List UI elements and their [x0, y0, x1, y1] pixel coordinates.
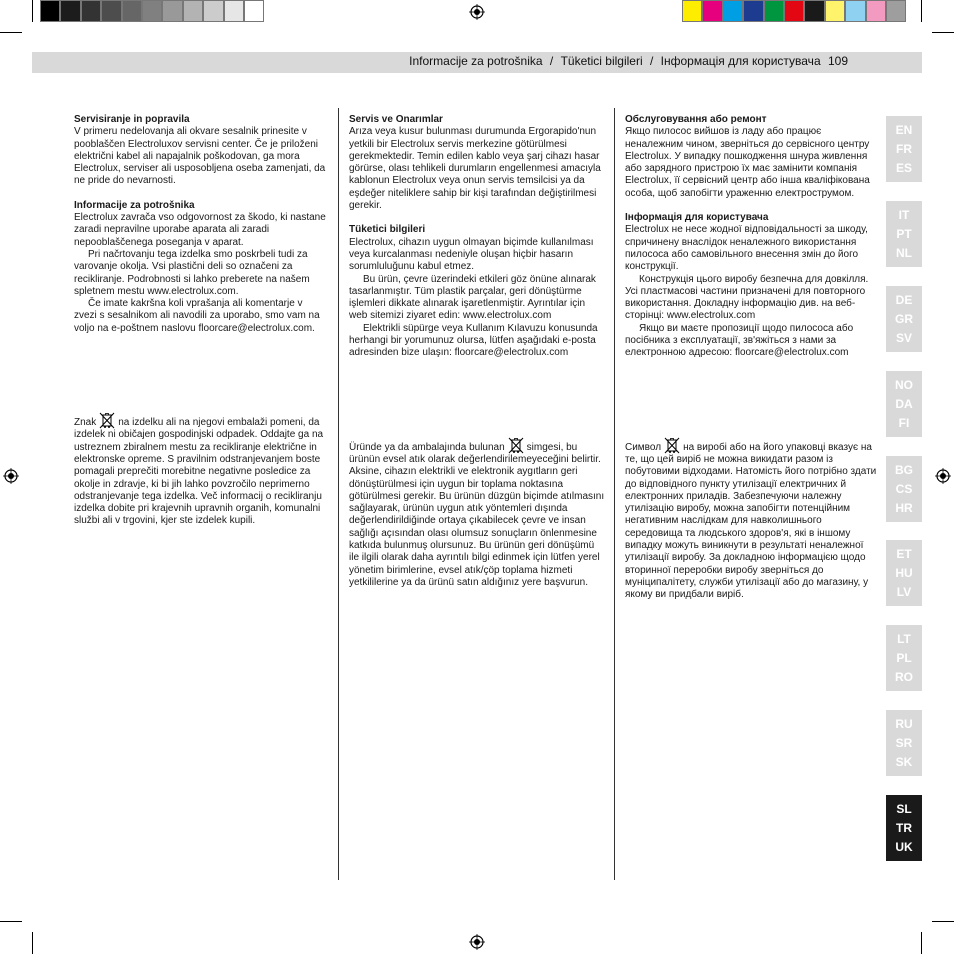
- info-text: Electrolux zavrača vso odgovornost za škodo, ki nastane zaradi nepravilne uporabe aparata ali zaradi nepooblaščenega poseganja v aparat.: [74, 212, 326, 248]
- language-code: RO: [895, 670, 913, 685]
- language-code: HR: [895, 501, 913, 516]
- color-swatch: [784, 0, 804, 22]
- service-heading: Servis ve Onarımlar: [349, 114, 443, 125]
- language-code: PT: [896, 226, 912, 241]
- crossed-out-wheelie-bin-icon: [507, 436, 525, 454]
- page-header: [32, 52, 922, 73]
- weee-paragraph: [625, 436, 881, 602]
- grayscale-calibration-bar: [40, 0, 264, 22]
- color-swatch: [764, 0, 784, 22]
- header-title: [407, 54, 850, 68]
- gray-swatch: [244, 0, 264, 22]
- language-code: FR: [896, 141, 912, 156]
- crop-mark: [32, 0, 33, 22]
- column-ukrainian: [625, 114, 881, 602]
- gray-swatch: [122, 0, 142, 22]
- language-code: SR: [895, 735, 913, 750]
- service-text: V primeru nedelovanja ali okvare sesalnik prinesite v pooblaščen Electroluxov servisni center. Če je priloženi električni kabel ali napajalnik poškodovan, ga mora Electrolux, serviser ali usposobljena oseba zamenjati, da ne pride do nevarnosti.: [74, 126, 326, 187]
- language-tab[interactable]: [886, 795, 922, 861]
- language-code: RU: [895, 716, 913, 731]
- language-tab[interactable]: [886, 116, 922, 182]
- gray-swatch: [101, 0, 121, 22]
- crop-mark: [32, 932, 33, 954]
- color-swatch: [866, 0, 886, 22]
- weee-text-pre: Znak: [74, 417, 97, 429]
- service-text: Arıza veya kusur bulunması durumunda Ergorapido'nun yetkili bir Electrolux servis merkezine götürülmesi gerekmektedir. Temin edilen kablo veya şarj cihazı hasar görürse, olası tehlikeli durumların engellenmesi amacıyla kablonun Electrolux veya onun servis temsilcisi ya da eşdeğer niteliklere sahip bir kişi tarafından değiştirilmesi gerekir.: [349, 126, 601, 212]
- language-code: LV: [896, 585, 912, 600]
- language-code: DE: [895, 292, 913, 307]
- language-tab[interactable]: [886, 540, 922, 606]
- header-separator: /: [649, 54, 654, 68]
- registration-mark-icon: [469, 934, 485, 950]
- language-code: SL: [896, 801, 912, 816]
- weee-text-post: simgesi, bu ürünün evsel atık olarak değerlendirilemeyeceğini belirtir. Aksine, cihazın elektrikli ve elektronik aygıtların geri dönüştürülmesi için uygun bir toplama noktasına götürülmesi gerekir. Bu ürünün düzgün biçimde atılmasını sağlayarak, ürünün uygun atık yöntemleri dışında değerlendirildiğinde ortaya çıkabilecek çevre ve insan sağlığı açısından olası olumsuz sonuçların önlenmesine katkıda bulunmuş olursunuz. Bu ürünün geri dönüşümü ile ilgili olarak daha ayrıntılı bilgi edinmek için lütfen yerel yönetim birimlerine, evsel atık/çöp toplama hizmeti yetkililerine ya da ürünü satın aldığınız yere başvurun.: [349, 441, 605, 588]
- language-code: EN: [895, 122, 913, 137]
- gray-swatch: [40, 0, 60, 22]
- service-text: Якщо пилосос вийшов із ладу або працює неналежним чином, зверніться до сервісного центру Electrolux. У випадку пошкодження шнура живлення або зарядного пристрою їх має замінити компанія Electrolux, її сервісний центр або інша кваліфікована особа, щоб запобігти ураженню електрострумом.: [625, 126, 870, 199]
- crop-mark: [0, 32, 22, 33]
- column-divider: [338, 108, 339, 880]
- gray-swatch: [60, 0, 80, 22]
- language-tab[interactable]: [886, 371, 922, 437]
- page-number: 109: [827, 54, 848, 68]
- color-swatch: [886, 0, 906, 22]
- info-text: Electrolux не несе жодної відповідальності за шкоду, спричинену внаслідок неналежного використання пилососа або самовільного внесення змін до його конструкції.: [625, 224, 868, 273]
- gray-swatch: [81, 0, 101, 22]
- header-separator: /: [549, 54, 554, 68]
- registration-mark-icon: [935, 468, 951, 484]
- color-calibration-bar: [682, 0, 906, 22]
- crop-mark: [921, 0, 922, 22]
- gray-swatch: [224, 0, 244, 22]
- registration-mark-icon: [469, 4, 485, 20]
- info-text: Če imate kakršna koli vprašanja ali komentarje v zvezi s sesalnikom ali navodili za uporabo, smo vam na voljo na e-poštnem naslovu floorcare@electrolux.com.: [74, 298, 320, 334]
- color-swatch: [723, 0, 743, 22]
- gray-swatch: [183, 0, 203, 22]
- language-code: PL: [896, 650, 912, 665]
- color-swatch: [825, 0, 845, 22]
- language-code: CS: [895, 481, 913, 496]
- info-heading: Informacije za potrošnika: [74, 199, 195, 211]
- gray-swatch: [203, 0, 223, 22]
- language-code: HU: [895, 565, 913, 580]
- header-title-sl: Informacije za potrošnika: [409, 54, 543, 68]
- info-heading: Tüketici bilgileri: [349, 224, 426, 236]
- info-text: Конструкція цього виробу безпечна для довкілля. Усі пластмасові частини призначені для повторного використання. Докладну інформацію див. на веб-сторінці: www.electrolux.com: [625, 273, 869, 322]
- crossed-out-wheelie-bin-icon: [98, 411, 116, 429]
- crossed-out-wheelie-bin-icon: [663, 436, 681, 454]
- language-code: ET: [896, 546, 912, 561]
- info-text: Elektrikli süpürge veya Kullanım Kılavuzu konusunda herhangi bir yorumunuz olursa, lütfen aşağıdaki e-posta adresinden bize ulaşın: floorcare@electrolux.com: [349, 322, 598, 359]
- crop-mark: [921, 932, 922, 954]
- language-code: TR: [896, 820, 912, 835]
- column-turkish: [349, 114, 605, 589]
- weee-paragraph: [74, 411, 328, 528]
- language-code: DA: [895, 396, 913, 411]
- weee-text-pre: Символ: [625, 441, 662, 453]
- language-code: BG: [895, 462, 913, 477]
- language-tab[interactable]: [886, 456, 922, 522]
- color-swatch: [845, 0, 865, 22]
- crop-mark: [932, 921, 954, 922]
- info-text: Electrolux, cihazın uygun olmayan biçimde kullanılması veya kurcalanması nedeniyle oluşan hiçbir hasarın sorumluluğunu kabul etmez.: [349, 236, 594, 273]
- language-code: FI: [898, 416, 910, 431]
- weee-text-post: na izdelku ali na njegovi embalaži pomeni, da izdelek ni običajen gospodinjski odpadek. Oddajte ga na ustreznem zbiralnem mestu za recikliranje električne in elektronske opreme. S pravilnim odstranjevanjem boste pomagali preprečiti morebitne negativne posledice za okolje in zdravje, ki bi jih lahko povzročilo neprimerno odstranjevanje tega izdelka. Več informacij o recikliranju izdelka dobite pri krajevnih upravnih organih, komunalni službi ali v trgovini, kjer ste izdelek kupili.: [74, 417, 324, 527]
- gray-swatch: [162, 0, 182, 22]
- info-heading: Інформація для користувача: [625, 212, 769, 224]
- color-swatch: [743, 0, 763, 22]
- header-title-uk: Інформація для користувача: [660, 54, 821, 68]
- column-divider: [614, 108, 615, 880]
- gray-swatch: [142, 0, 162, 22]
- service-heading: Обслуговування або ремонт: [625, 114, 767, 125]
- color-swatch: [702, 0, 722, 22]
- language-code: NO: [895, 377, 913, 392]
- column-slovenian: [74, 114, 328, 528]
- language-code: SK: [895, 755, 913, 770]
- language-code: SV: [895, 331, 912, 346]
- weee-text-post: на виробі або на його упаковці вказує на те, що цей виріб не можна викидати разом із побутовими відходами. Натомість його потрібно здати до відповідного пункту утилізації електричних й електронних приладів. Забезпечуючи належну утилізацію виробу, можна запобігти потенційним негативним наслідкам для навколишнього середовища та людського здоров'я, які в іншому випадку можуть виникнути в результаті неналежної утилізації виробу. За докладною інформацією щодо вторинної переробки виробу зверніться до муніципалітету, служби утилізації або до магазину, у якому ви придбали виріб.: [625, 441, 877, 601]
- header-title-tr: Tüketici bilgileri: [560, 54, 643, 68]
- registration-mark-icon: [3, 468, 19, 484]
- language-code: UK: [895, 840, 913, 855]
- language-code: NL: [896, 246, 912, 261]
- info-text: Якщо ви маєте пропозиції щодо пилососа або посібника з експлуатації, зв'яжіться з нами за електронною адресою: floorcare@electrolux.com: [625, 322, 854, 359]
- language-tab[interactable]: [886, 201, 922, 267]
- language-code: LT: [897, 631, 911, 646]
- language-tab[interactable]: [886, 625, 922, 691]
- color-swatch: [804, 0, 824, 22]
- info-text: Bu ürün, çevre üzerindeki etkileri göz önüne alınarak tasarlanmıştır. Tüm plastik parçalar, geri dönüştürme işlemleri dikkate alınarak işaretlenmiştir. Ayrıntılar için web sitemizi ziyaret edin: www.electrolux.com: [349, 273, 596, 322]
- crop-mark: [932, 32, 954, 33]
- weee-paragraph: [349, 436, 605, 590]
- language-tab[interactable]: [886, 710, 922, 776]
- crop-mark: [0, 921, 22, 922]
- language-code: IT: [898, 207, 910, 222]
- color-swatch: [682, 0, 702, 22]
- language-code: ES: [895, 161, 912, 176]
- language-code: GR: [895, 311, 913, 326]
- weee-text-pre: Üründe ya da ambalajında bulunan: [349, 441, 505, 453]
- language-tab[interactable]: [886, 286, 922, 352]
- service-heading: Servisiranje in popravila: [74, 114, 190, 125]
- info-text: Pri načrtovanju tega izdelka smo poskrbeli tudi za varovanje okolja. Vsi plastični deli so označeni za recikliranje. Podrobnosti si lahko preberete na našem spletnem mestu www.electrolux.com.: [74, 248, 310, 297]
